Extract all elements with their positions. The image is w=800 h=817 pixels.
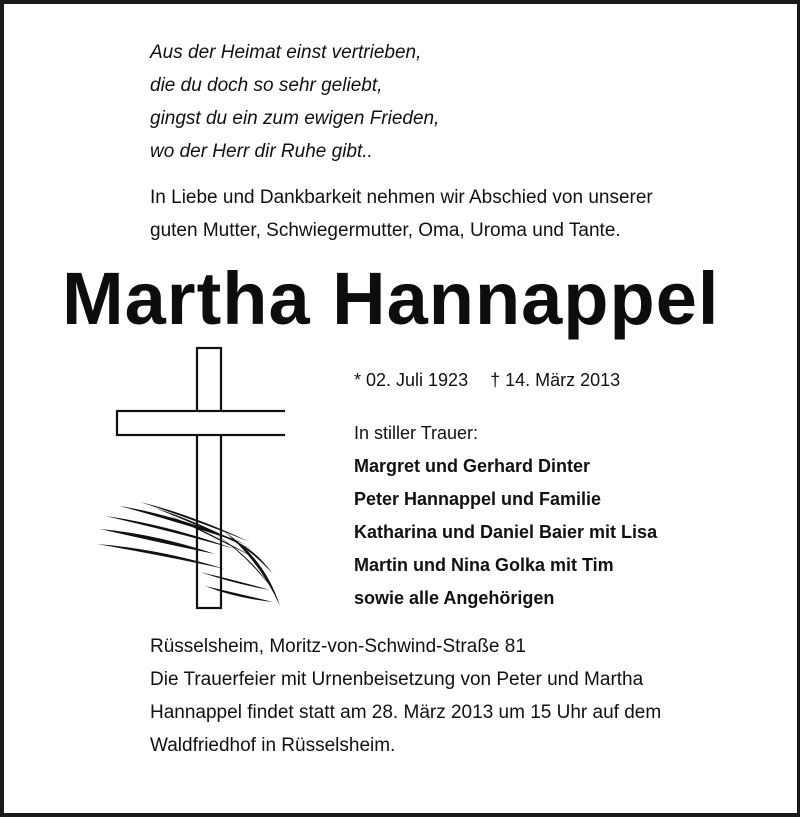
intro-text [150, 181, 653, 247]
mourner-item: Margret und Gerhard Dinter [354, 456, 591, 476]
poem-line: Aus der Heimat einst vertrieben, [150, 42, 422, 63]
funeral-info [150, 663, 750, 762]
funeral-line: Hannappel findet statt am 28. März 2013 um 15 Uhr auf dem [150, 702, 662, 723]
address: Rüsselsheim, Moritz-von-Schwind-Straße 81 [150, 636, 526, 657]
mourner-item: Martin und Nina Golka mit Tim [354, 555, 614, 575]
mourner-item: Peter Hannappel und Familie [354, 489, 602, 509]
mourner-item: Katharina und Daniel Baier mit Lisa [354, 522, 658, 542]
deceased-name: Martha Hannappel [62, 257, 720, 340]
intro-line: In Liebe und Dankbarkeit nehmen wir Abschied von unserer [150, 187, 653, 208]
funeral-line: Die Trauerfeier mit Urnenbeisetzung von Peter und Martha [150, 669, 644, 690]
poem-line: gingst du ein zum ewigen Frieden, [150, 108, 440, 129]
poem-line: die du doch so sehr geliebt, [150, 75, 383, 96]
mourning-label: In stiller Trauer: [354, 423, 479, 443]
death-date: † 14. März 2013 [490, 370, 621, 390]
funeral-line: Waldfriedhof in Rüsselsheim. [150, 735, 396, 756]
cross-with-palm-icon [95, 344, 285, 614]
mourner-item: sowie alle Angehörigen [354, 588, 555, 608]
life-dates [354, 364, 620, 397]
poem-line: wo der Herr dir Ruhe gibt.. [150, 141, 373, 162]
intro-line: guten Mutter, Schwiegermutter, Oma, Uroma und Tante. [150, 220, 621, 241]
mourners-list [354, 450, 657, 615]
poem [150, 36, 439, 168]
birth-date: * 02. Juli 1923 [354, 370, 469, 390]
